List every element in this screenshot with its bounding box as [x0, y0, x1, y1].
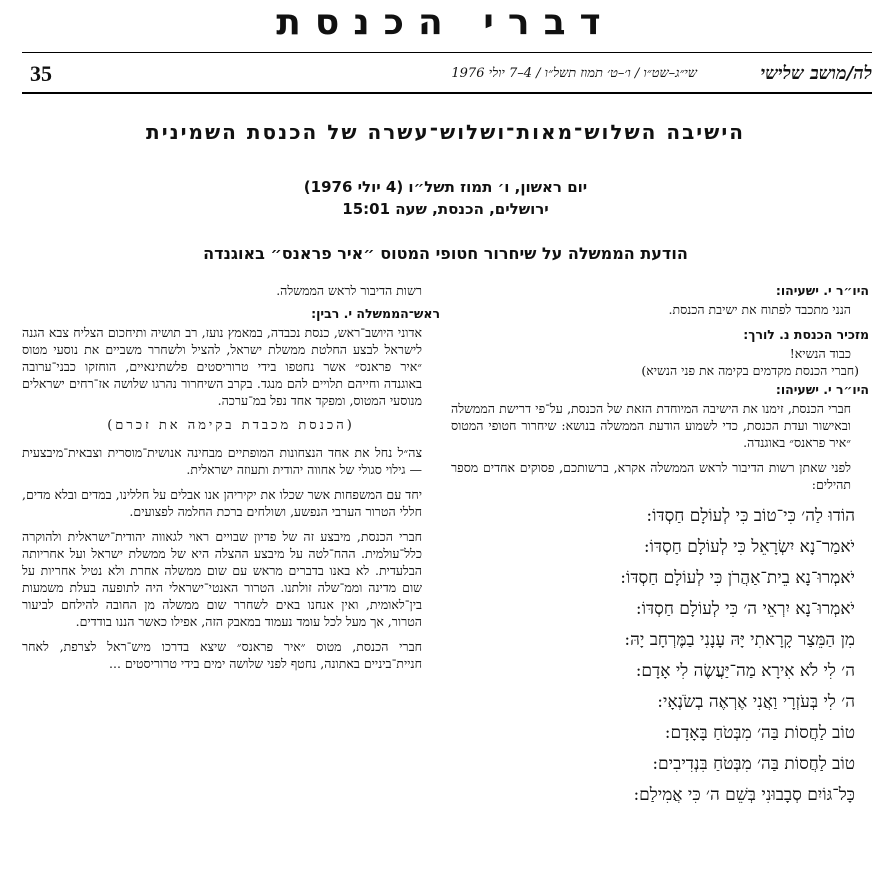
psalm-verse: יֹאמְרוּ־נָא יִרְאֵי ה׳ כִּי לְעוֹלָם חַסְדּוֹ: [635, 599, 855, 619]
speech-text: חברי הכנסת, מיבצע זה של פדיון שבויים ראוי לגאווה יהודית־ישראלית ולהוקרה כלל־עולמית. ההח־לטה על מיבצע ההצלה היא של ממשלת ישראל ועל אחריותה הבלעדית. לא באנו בדברים מראש עם שום ממשלה אחרת ולא נטיל אחריות על שום מדינה וממ־שלה זולתנו. הטרור האנטי־ישראלי היה לתופעה בעלת משמעות בין־לאומית, ואין אנחנו באים לשחרר שום ממשלה מן החובה להילחם לביעור הטרור, אך מעל לכל עומד נעמוד במאבק הזה, אפילו כאשר הננו בודדים. [22, 529, 422, 629]
speech-text: כבוד הנשיא! [789, 346, 851, 361]
speech-text: רשות הדיבור לראש הממשלה. [276, 283, 422, 298]
psalm-verse: מִן הַמֵּצַר קָרָאתִי יָּהּ עָנָנִי בַמֶּרְחָב יָהּ: [624, 630, 855, 650]
page-number: 35 [30, 61, 52, 86]
psalm-verse: הוֹדוּ לַה׳ כִּי־טוֹב כִּי לְעוֹלָם חַסְדּוֹ: [646, 506, 855, 526]
psalm-verse: ה׳ לִי לֹא אִירָא מַה־יַּעֲשֶׂה לִי אָדָם: [635, 661, 855, 681]
speech-text: הנני מתכבד לפתוח את ישיבת הכנסת. [668, 302, 851, 317]
psalm-verse: ה׳ לִי בְּעֹזְרָי וַאֲנִי אֶרְאֶה בְשֹׂנְאָי: [657, 692, 855, 712]
masthead-title: דברי הכנסת [276, 2, 615, 43]
speech-text: לפני שאתן רשות הדיבור לראש הממשלה אקרא, ברשותכם, פסוקים אחדים מספר תהילים: [451, 460, 851, 492]
session-place: ירושלים, הכנסת, שעה 15:01 [342, 200, 549, 218]
psalm-verse: כָּל־גּוֹיִם סְבָבוּנִי בְּשֵׁם ה׳ כִּי אֲמִילַם: [633, 785, 855, 805]
session-date: יום ראשון, ו׳ תמוז תשל״ו (4 יולי 1976) [303, 178, 588, 196]
stage-note: (הכנסת מכבדת בקימה את זכרם) [107, 418, 355, 433]
speaker-label: היו״ר י. ישעיהו: [775, 382, 869, 397]
psalm-verse: יֹאמַר־נָא יִשְׂרָאֵל כִּי לְעוֹלָם חַסְדּוֹ: [643, 537, 855, 557]
speaker-label: היו״ר י. ישעיהו: [775, 283, 869, 298]
top-rule [22, 52, 872, 53]
speech-text: חברי הכנסת, מטוס ״איר פראנס״ שיצא בדרכו מיש־ראל לצרפת, לאחר חניית־ביניים באתונה, נחטף לפני שלושה ימים בידי טרוריסטים ... [22, 639, 422, 671]
speaker-label: ראש־הממשלה י. רבין: [311, 306, 440, 321]
stage-note: (חברי הכנסת מקדמים בקימה את פני הנשיא) [641, 363, 859, 378]
header-dates: שי״ג–שט״ו / ו׳–ט׳ תמוז תשל״ו / 4–7 יולי 1976 [451, 66, 697, 81]
speech-text: חברי הכנסת, זימנו את הישיבה המיוחדת הזאת של הכנסת, על־פי דרישת הממשלה ובאישור ועדת הכנסת, כדי לשמוע הודעת הממשלה בנושא: שיחרור חטופי המטוס ״איר פראנס״ באוגנדה. [451, 401, 851, 450]
speech-text: צה״ל נחל את אחד הנצחונות המופתיים מבחינה אנושית־מוסרית וצבאית־מיבצעית — גילוי סגולי של אחווה יהודית ותעוזה ישראלית. [22, 445, 422, 477]
speech-text: אדוני היושב־ראש, כנסת נכבדה, במאמץ נועז, רב תושיה ותיחכום הצליח צבא הגנה לישראל לבצע החלטת ממשלת ישראל, להציל ולשחרר משביים את נוסעי מטוס ״איר פראנס״ אשר נחטפו בידי טרוריסטים פלשתינאיים, הוחזקו כבני־ערובה באוגנדה וחייהם תלויים להם מנגד. בקרב השיחרור נהרגו שלושה אז־רחים ישראלים מנוסעי המטוס, ומפקד אחד נפל במ־ערכה. [22, 325, 422, 408]
psalm-verse: טוֹב לַחֲסוֹת בַּה׳ מִבְּטֹחַ בָּאָדָם: [664, 723, 855, 743]
section-label: לה/מושב שלישי [760, 63, 872, 84]
session-title: הישיבה השלוש־מאות־ושלוש־עשרה של הכנסת השמינית [146, 120, 745, 144]
psalm-verse: יֹאמְרוּ־נָא בֵית־אַהֲרֹן כִּי לְעוֹלָם חַסְדּוֹ: [620, 568, 855, 588]
speech-text: יחד עם המשפחות אשר שכלו את יקיריהן אנו אבלים על חללינו, במדים ובלא מדים, חללי הטרור הערבי הנפשע, ושולחים ברכת החלמה לפצועים. [22, 487, 422, 519]
announcement-heading: הודעת הממשלה על שיחרור חטופי המטוס ״איר פראנס״ באוגנדה [203, 244, 688, 263]
left-column [22, 282, 440, 680]
right-column [451, 282, 869, 811]
header-rule [22, 92, 872, 94]
running-header [22, 60, 872, 88]
psalm-verse: טוֹב לַחֲסוֹת בַּה׳ מִבְּטֹחַ בִּנְדִיבִים: [652, 754, 855, 774]
speaker-label: מזכיר הכנסת נ. לורך: [743, 327, 869, 342]
